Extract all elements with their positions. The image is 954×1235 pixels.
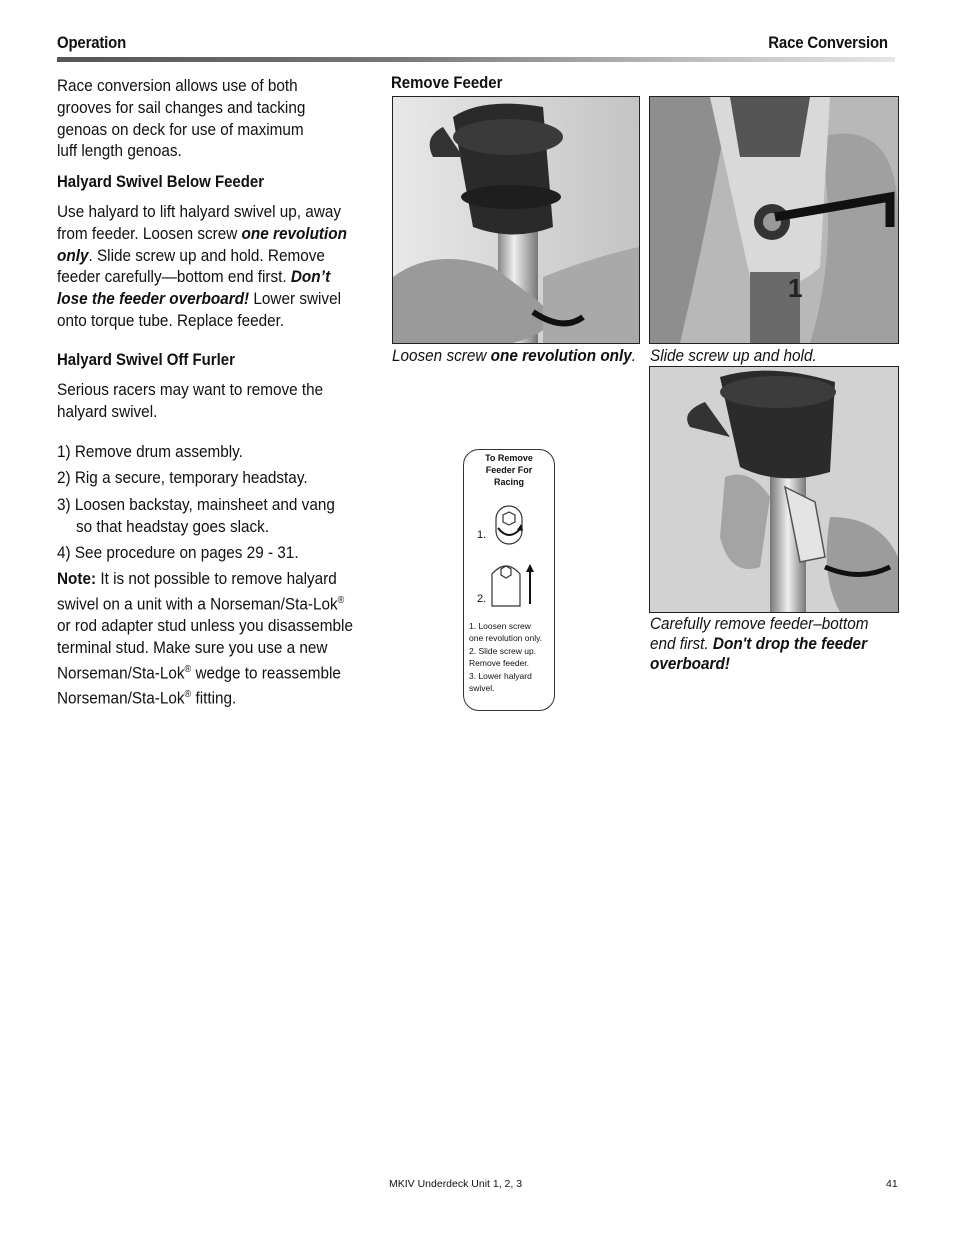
step-3: 3) Loosen backstay, mainsheet and vang xyxy=(57,495,335,514)
decal-num-1: 1. xyxy=(477,529,487,541)
screw-slide-icon xyxy=(488,560,536,612)
step-3-cont: so that headstay goes slack. xyxy=(76,517,270,536)
decal-instructions: 1. Loosen screw one revolution only. 2. Slide screw up. Remove feeder. 3. Lower halyard swivel. xyxy=(469,621,543,694)
below-feeder-paragraph: Use halyard to lift halyard swivel up, away from feeder. Loosen screw one revolution only. Slide screw up and hold. Remove feeder carefully—bottom end first. Don’t lose the feeder overboard! Lower swivel onto torque tube. Replace feeder. xyxy=(57,202,347,330)
footer-doc-title: MKIV Underdeck Unit 1, 2, 3 xyxy=(389,1178,523,1190)
caption-slide: Slide screw up and hold. xyxy=(650,346,817,365)
decal-num-2: 2. xyxy=(477,593,487,605)
note-paragraph: Note: It is not possible to remove halyard swivel on a unit with a Norseman/Sta-Lok® or rod adapter stud unless you disassemble terminal stud. Make sure you use a new Norseman/Sta-Lok® wedge to reassemble Norseman/Sta-Lok® fitting. xyxy=(57,569,353,708)
section-title: Operation xyxy=(57,33,127,52)
caption-remove: Carefully remove feeder–bottom end first. Don't drop the feeder overboard! xyxy=(650,614,869,673)
off-furler-heading: Halyard Swivel Off Furler xyxy=(57,350,235,369)
decal-title: To Remove Feeder For Racing xyxy=(485,453,533,487)
page-number: 41 xyxy=(886,1178,898,1190)
svg-text:1: 1 xyxy=(788,273,803,303)
step-4: 4) See procedure on pages 29 - 31. xyxy=(57,543,299,562)
remove-feeder-heading: Remove Feeder xyxy=(391,73,503,92)
removal-decal xyxy=(463,449,555,711)
below-feeder-heading: Halyard Swivel Below Feeder xyxy=(57,172,265,191)
photo-remove-feeder xyxy=(649,366,899,613)
header-rule xyxy=(57,57,895,62)
photo-loosen-screw xyxy=(392,96,640,344)
step-1: 1) Remove drum assembly. xyxy=(57,442,243,461)
caption-loosen: Loosen screw one revolution only. xyxy=(392,346,637,365)
off-furler-intro: Serious racers may want to remove the halyard swivel. xyxy=(57,380,324,421)
photo-slide-screw xyxy=(649,96,899,344)
intro-paragraph: Race conversion allows use of both grooves for sail changes and tacking genoas on deck for use of maximum luff length genoas. xyxy=(57,76,306,161)
screw-loosen-icon xyxy=(490,502,530,548)
topic-title: Race Conversion xyxy=(768,33,888,52)
step-2: 2) Rig a secure, temporary headstay. xyxy=(57,468,308,487)
